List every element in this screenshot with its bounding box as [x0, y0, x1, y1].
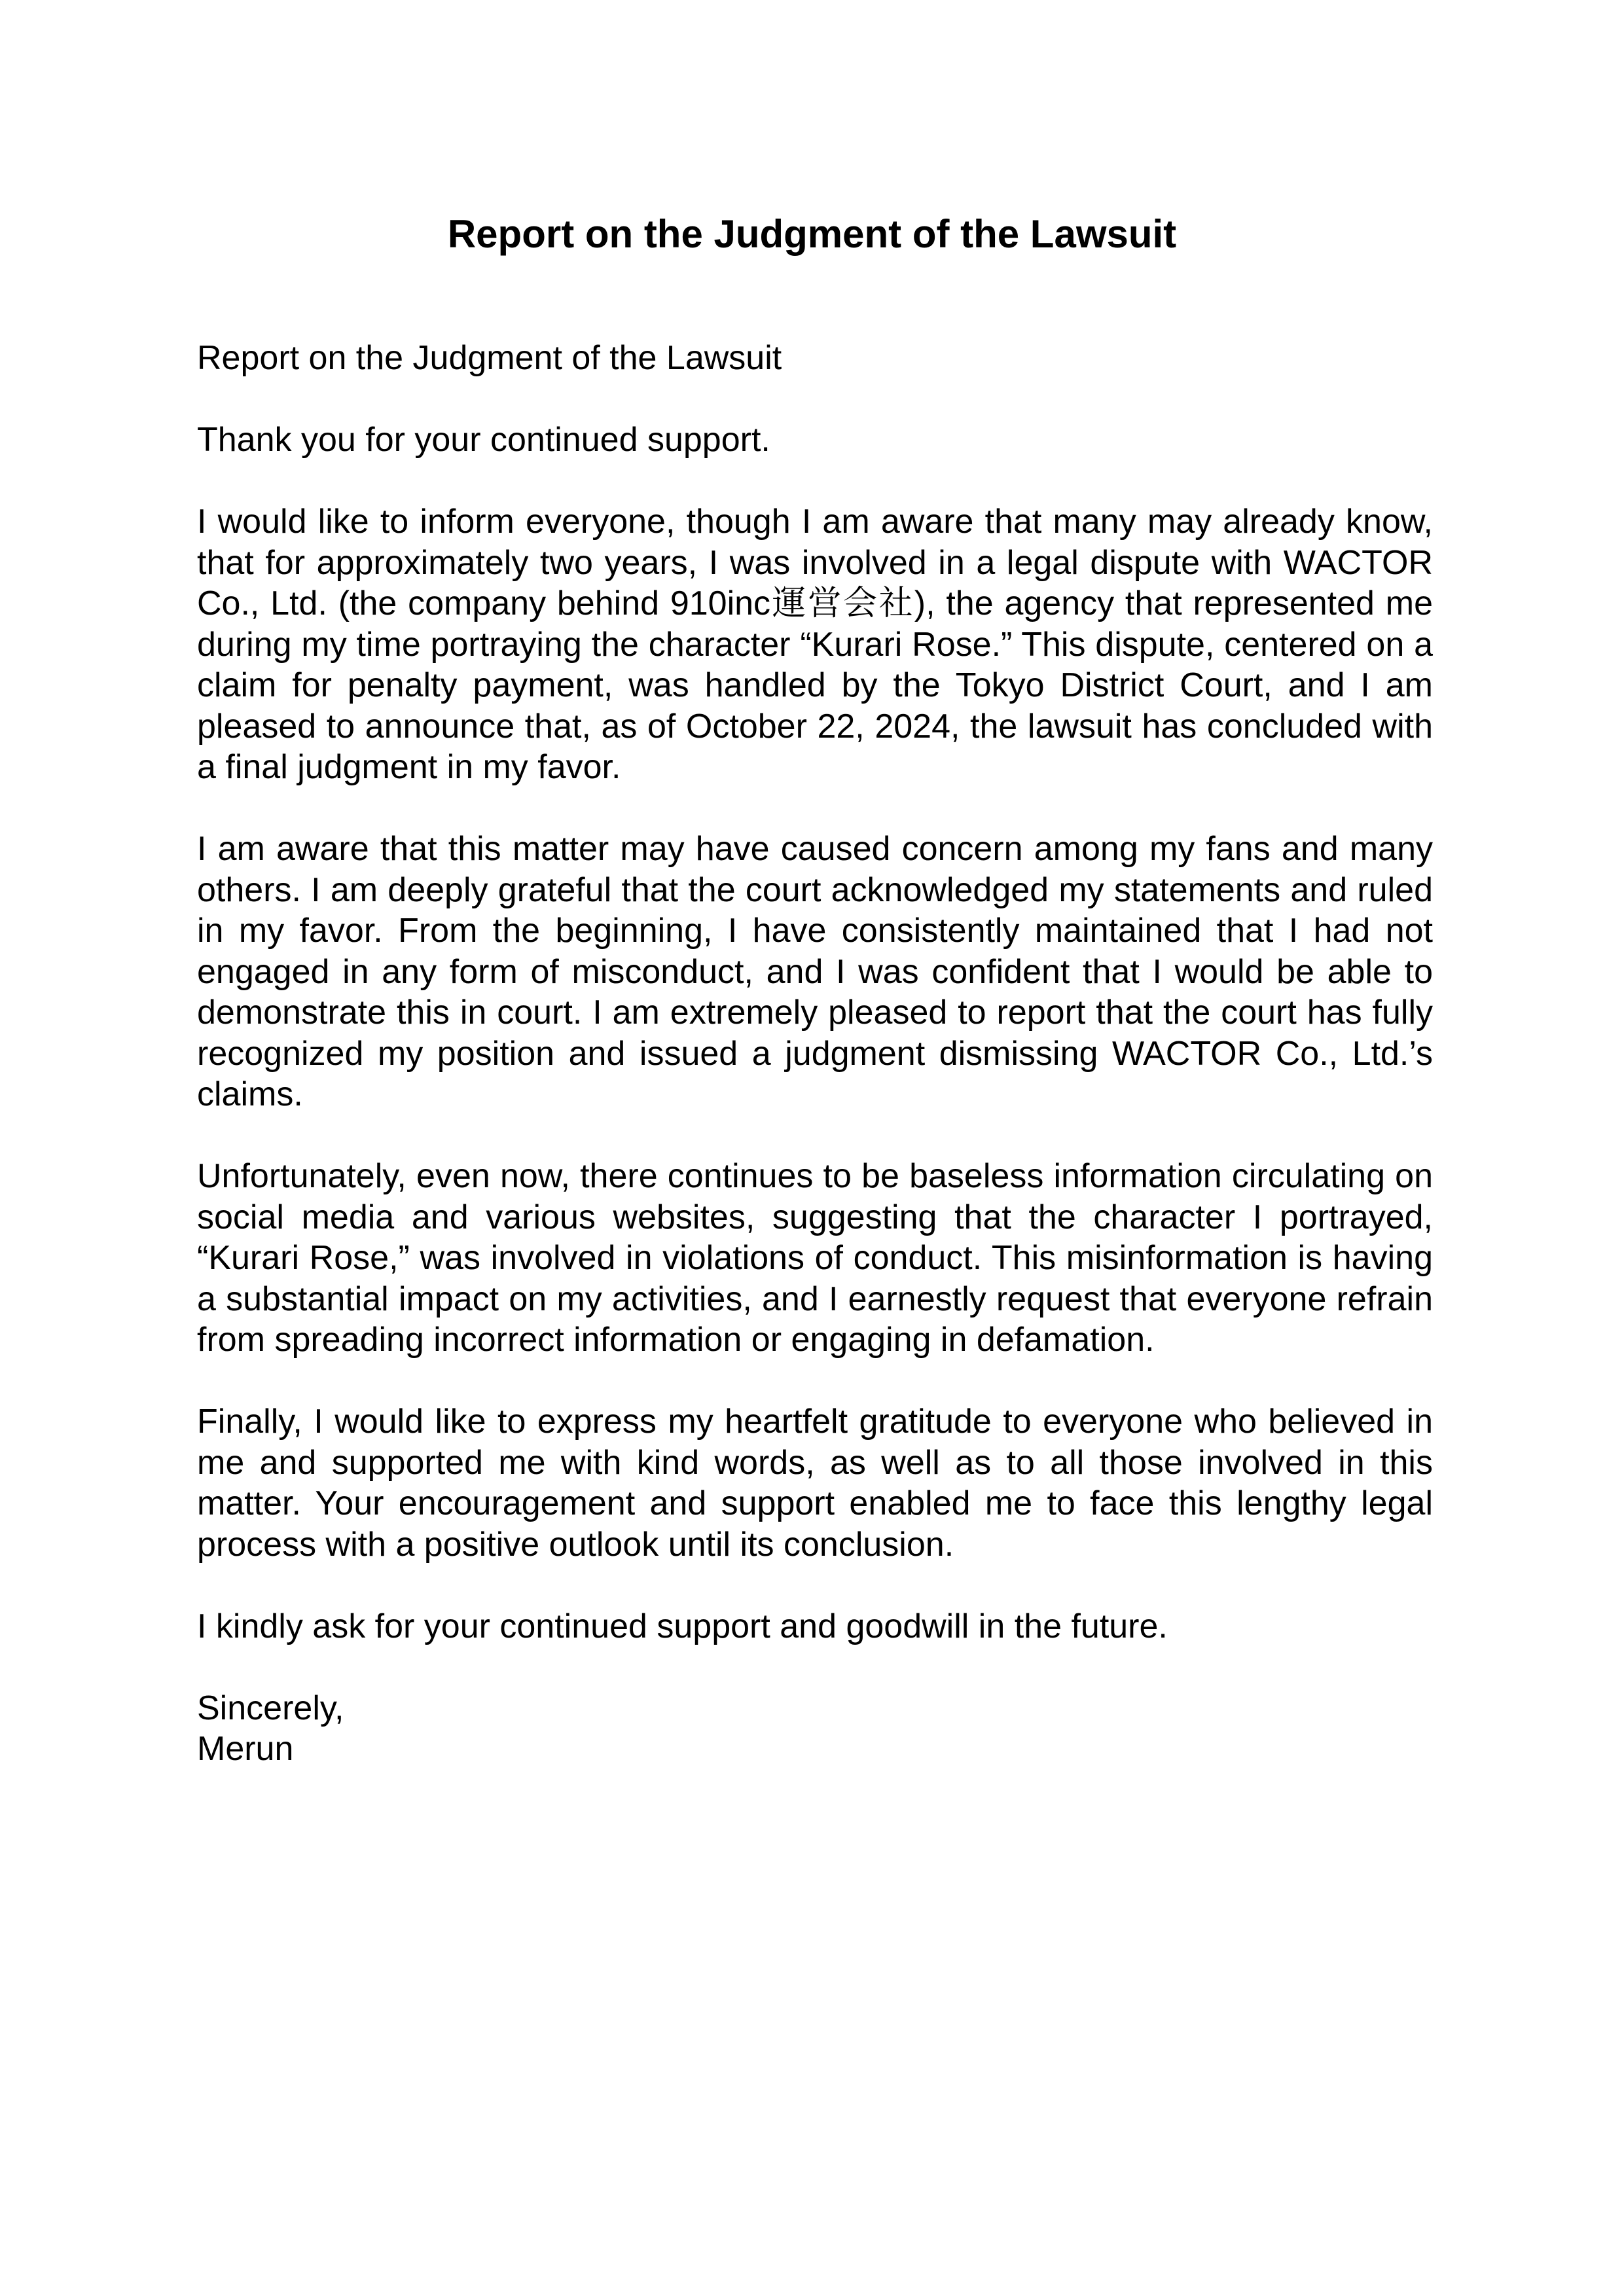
document-subtitle: Report on the Judgment of the Lawsuit — [197, 339, 782, 377]
paragraph-thanks: Finally, I would like to express my heartfelt gratitude to everyone who believed in me and supported me with kind words, as well as to all those involved in this matter. Your encouragement and support enabled me to face this lengthy legal process with a positive outlook until its conclusion. — [197, 1403, 1433, 1564]
sign-off: Sincerely, — [197, 1689, 344, 1727]
closing-request: I kindly ask for your continued support and goodwill in the future. — [197, 1607, 1168, 1645]
greeting: Thank you for your continued support. — [197, 421, 770, 459]
signature-block — [197, 1688, 1433, 1770]
paragraph-misinformation: Unfortunately, even now, there continues to be baseless information circulating on social media and various websites, suggesting that the character I portrayed, “Kurari Rose,” was involved in violations of conduct. This misinformation is having a substantial impact on my activities, and I earnestly request that everyone refrain from spreading incorrect information or engaging in defamation. — [197, 1157, 1433, 1359]
document-body — [197, 338, 1433, 1810]
document-title: Report on the Judgment of the Lawsuit — [447, 212, 1177, 256]
paragraph-dispute: I would like to inform everyone, though I am aware that many may already know, that for approximately two years, I was involved in a legal dispute with WACTOR Co., Ltd. (the company behind 910inc運営会社), the agency that represented me during my time portraying the character “Kurari Rose.” This dispute, centered on a claim for penalty payment, was handled by the Tokyo District Court, and I am pleased to announce that, as of October 22, 2024, the lawsuit has concluded with a final judgment in my favor. — [197, 503, 1433, 786]
paragraph-gratitude-ruling: I am aware that this matter may have caused concern among my fans and many others. I am deeply grateful that the court acknowledged my statements and ruled in my favor. From the beginning, I have consistently maintained that I had not engaged in any form of misconduct, and I was confident that I would be able to demonstrate this in court. I am extremely pleased to report that the court has fully recognized my position and issued a judgment dismissing WACTOR Co., Ltd.’s claims. — [197, 830, 1433, 1113]
signature-name: Merun — [197, 1730, 294, 1768]
